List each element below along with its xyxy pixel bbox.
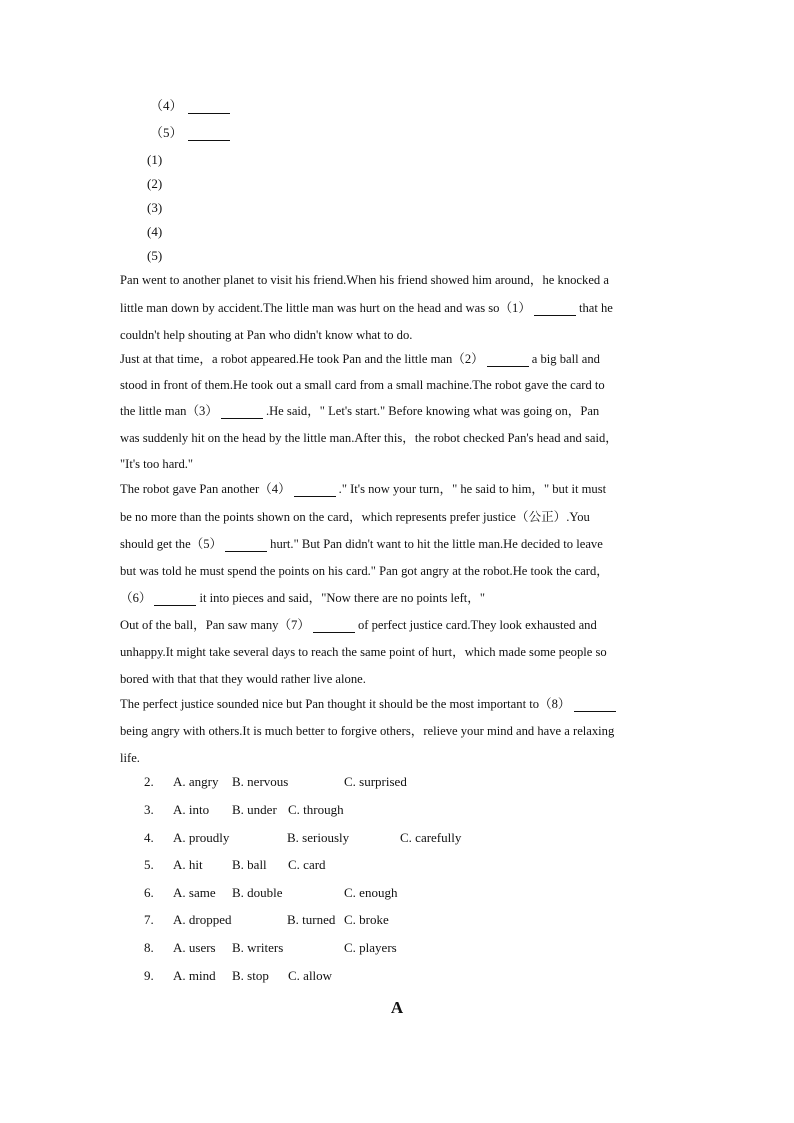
question-number: 5.	[144, 857, 154, 872]
passage-line: being angry with others.It is much better to forgive others，relieve your mind and have a relaxing	[120, 724, 615, 738]
passage-text: Just at that time，a robot appeared.He took Pan and the little man（2）	[120, 352, 484, 366]
option-b[interactable]: B. nervous	[232, 774, 289, 789]
passage-text: the little man（3）	[120, 404, 218, 418]
answer-number-4: (4)	[147, 224, 163, 239]
passage-line: unhappy.It might take several days to reach the same point of hurt，which made some people so	[120, 645, 607, 659]
passage-line: Pan went to another planet to visit his friend.When his friend showed him around，he knocked a	[120, 273, 609, 287]
blank-label: （4）	[150, 98, 183, 113]
passage-line: stood in front of them.He took out a small card from a small machine.The robot gave the card to	[120, 378, 605, 392]
passage-line: life.	[120, 751, 140, 765]
option-c[interactable]: C. players	[344, 940, 397, 955]
passage-text: ." It's now your turn，" he said to him，" but it must	[338, 482, 607, 496]
option-b[interactable]: B. turned	[287, 912, 336, 927]
passage-line: bored with that that they would rather live alone.	[120, 672, 366, 686]
option-a[interactable]: A. hit	[173, 857, 203, 872]
passage-line	[120, 300, 613, 316]
answer-blank[interactable]	[188, 127, 230, 141]
blank-line-4	[150, 98, 230, 114]
gap-2[interactable]	[487, 354, 529, 367]
passage-text: Out of the ball，Pan saw many（7）	[120, 618, 310, 632]
gap-5[interactable]	[225, 539, 267, 552]
question-number: 2.	[144, 774, 154, 789]
blank-label: （5）	[150, 125, 183, 140]
answer-number-2: (2)	[147, 176, 163, 191]
passage-text: it into pieces and said，"Now there are no points left，"	[199, 591, 486, 605]
option-a[interactable]: A. into	[173, 802, 210, 817]
passage-text: of perfect justice card.They look exhausted and	[357, 618, 597, 632]
passage-text: .He said，" Let's start." Before knowing what was going on，Pan	[265, 404, 600, 418]
gap-1[interactable]	[534, 303, 576, 316]
passage-line: but was told he must spend the points on his card." Pan got angry at the robot.He took the card，	[120, 564, 609, 578]
passage-text: The perfect justice sounded nice but Pan thought it should be the most important to（8）	[120, 697, 571, 711]
option-a[interactable]: A. dropped	[173, 912, 232, 927]
passage-line	[120, 536, 603, 552]
option-c[interactable]: C. enough	[344, 885, 398, 900]
passage-text: little man down by accident.The little man was hurt on the head and was so（1）	[120, 301, 531, 315]
passage-line	[120, 351, 600, 367]
blank-line-5	[150, 125, 230, 141]
passage-line: be no more than the points shown on the card，which represents prefer justice（公正）.You	[120, 510, 590, 524]
option-c[interactable]: C. card	[288, 857, 326, 872]
passage-text: that he	[578, 301, 613, 315]
passage-text: The robot gave Pan another（4）	[120, 482, 291, 496]
passage-text: （6）	[120, 591, 152, 605]
option-a[interactable]: A. users	[173, 940, 216, 955]
passage-line: was suddenly hit on the head by the little man.After this，the robot checked Pan's head and said，	[120, 431, 618, 445]
question-number: 7.	[144, 912, 154, 927]
passage-line: couldn't help shouting at Pan who didn't know what to do.	[120, 328, 413, 342]
passage-line	[120, 696, 619, 712]
option-b[interactable]: B. stop	[232, 968, 269, 983]
gap-7[interactable]	[313, 620, 355, 633]
passage-text: a big ball and	[531, 352, 600, 366]
passage-line	[120, 590, 485, 606]
question-number: 3.	[144, 802, 154, 817]
option-a[interactable]: A. same	[173, 885, 216, 900]
section-label: A	[390, 998, 404, 1017]
option-a[interactable]: A. proudly	[173, 830, 230, 845]
answer-blank[interactable]	[188, 100, 230, 114]
option-a[interactable]: A. angry	[173, 774, 219, 789]
option-b[interactable]: B. writers	[232, 940, 284, 955]
option-b[interactable]: B. seriously	[287, 830, 350, 845]
passage-line: "It's too hard."	[120, 457, 194, 471]
option-c[interactable]: C. through	[288, 802, 344, 817]
gap-8[interactable]	[574, 699, 616, 712]
option-c[interactable]: C. carefully	[400, 830, 462, 845]
option-c[interactable]: C. surprised	[344, 774, 407, 789]
option-c[interactable]: C. broke	[344, 912, 389, 927]
option-c[interactable]: C. allow	[288, 968, 333, 983]
passage-line	[120, 617, 597, 633]
option-a[interactable]: A. mind	[173, 968, 216, 983]
option-b[interactable]: B. double	[232, 885, 283, 900]
gap-6[interactable]	[154, 593, 196, 606]
question-number: 9.	[144, 968, 154, 983]
passage-line	[120, 403, 599, 419]
option-b[interactable]: B. under	[232, 802, 277, 817]
question-number: 8.	[144, 940, 154, 955]
answer-number-3: (3)	[147, 200, 163, 215]
answer-number-5: (5)	[147, 248, 163, 263]
passage-line	[120, 481, 606, 497]
question-number: 4.	[144, 830, 154, 845]
question-number: 6.	[144, 885, 154, 900]
passage-text: hurt." But Pan didn't want to hit the little man.He decided to leave	[270, 537, 603, 551]
answer-number-1: (1)	[147, 152, 163, 167]
gap-4[interactable]	[294, 484, 336, 497]
gap-3[interactable]	[221, 406, 263, 419]
passage-text: should get the（5）	[120, 537, 223, 551]
option-b[interactable]: B. ball	[232, 857, 267, 872]
